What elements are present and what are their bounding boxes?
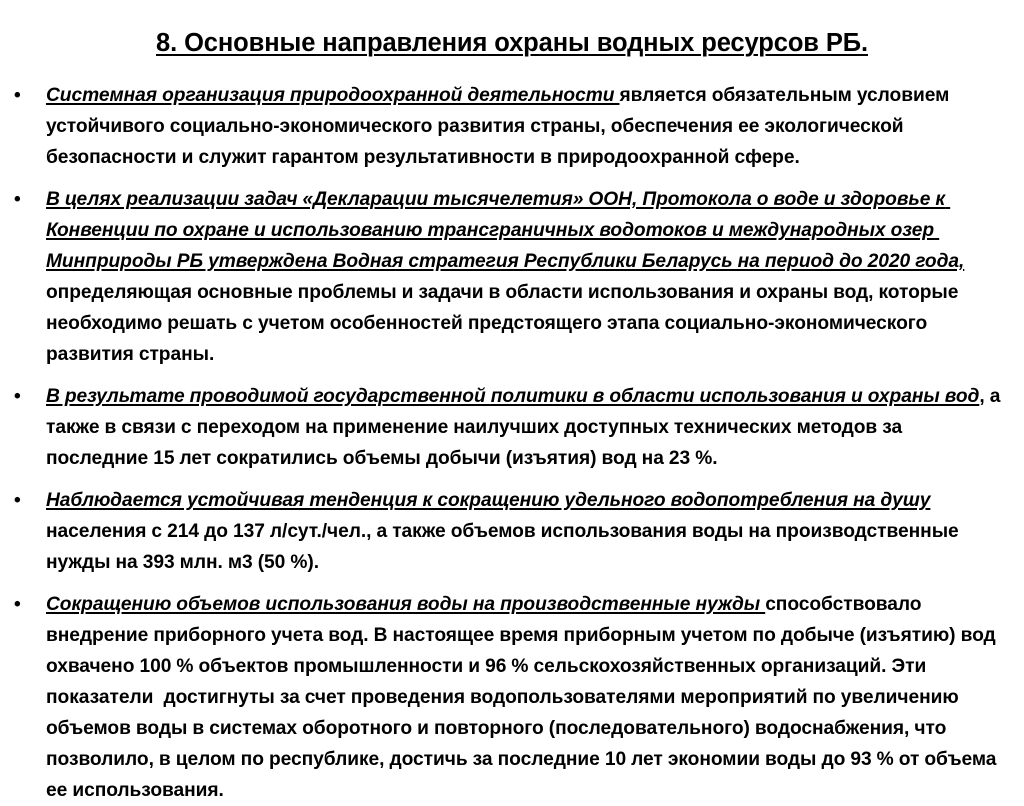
bullet-marker-icon: • bbox=[14, 189, 21, 210]
list-item bbox=[8, 485, 1008, 578]
bullet-list bbox=[8, 80, 1008, 806]
list-item bbox=[8, 80, 1008, 173]
page-title bbox=[0, 27, 1024, 59]
list-item-text bbox=[46, 589, 1008, 806]
list-item-body: способствовало внедрение приборного учета вод. В настоящее время приборным учетом по добыче (изъятию) вод охвачено 100 % объектов промышленности и 96 % сельскохозяйственных организаций. Эти показатели достигнуты за счет проведения водопользователями мероприятий по увеличению объемов воды в системах оборотного и повторного (последовательного) водоснабжения, что позволило, в целом по республике, достичь за последние 10 лет экономии воды до 93 % от объема ее использования. bbox=[46, 594, 1002, 801]
bullet-marker-icon: • bbox=[14, 490, 21, 511]
bullet-marker-icon: • bbox=[14, 594, 21, 615]
list-item-body: населения с 214 до 137 л/сут./чел., а также объемов использования воды на производственные нужды на 393 млн. м3 (50 %). bbox=[46, 490, 964, 573]
list-item-text bbox=[46, 381, 1008, 474]
list-item-body: , а также в связи с переходом на применение наилучших доступных технических методов за последние 15 лет сократились объемы добычи (изъятия) вод на 23 %. bbox=[46, 386, 1006, 469]
list-item-emphasis: Сокращению объемов использования воды на производственные нужды bbox=[46, 594, 766, 615]
bullet-marker-icon: • bbox=[14, 386, 21, 407]
bullet-marker-icon: • bbox=[14, 85, 21, 106]
list-item bbox=[8, 589, 1008, 806]
list-item-text bbox=[46, 184, 1008, 370]
list-item-emphasis: Наблюдается устойчивая тенденция к сокращению удельного водопотребления на душу bbox=[46, 490, 931, 511]
list-item bbox=[8, 184, 1008, 370]
list-item-emphasis: В целях реализации задач «Декларации тысячелетия» ООН, Протокола о воде и здоровье к Конвенции по охране и использованию трансграничных водотоков и международных озер Минприроды РБ утверждена Водная стратегия Республики Беларусь на период до 2020 года, bbox=[46, 189, 965, 272]
list-item-text bbox=[46, 80, 1008, 173]
list-item bbox=[8, 381, 1008, 474]
list-item-body: является обязательным условием устойчивого социально-экономического развития страны, обеспечения ее экологической безопасности и служит гарантом результативности в природоохранной сфере. bbox=[46, 85, 955, 168]
list-item-body: определяющая основные проблемы и задачи в области использования и охраны вод, которые необходимо решать с учетом особенностей предстоящего этапа социально-экономического развития страны. bbox=[46, 251, 970, 365]
list-item-emphasis: Системная организация природоохранной деятельности bbox=[46, 85, 620, 106]
list-item-emphasis: В результате проводимой государственной политики в области использования и охраны вод bbox=[46, 386, 980, 407]
list-item-text bbox=[46, 485, 1008, 578]
page-title-text: 8. Основные направления охраны водных ресурсов РБ. bbox=[156, 29, 868, 58]
